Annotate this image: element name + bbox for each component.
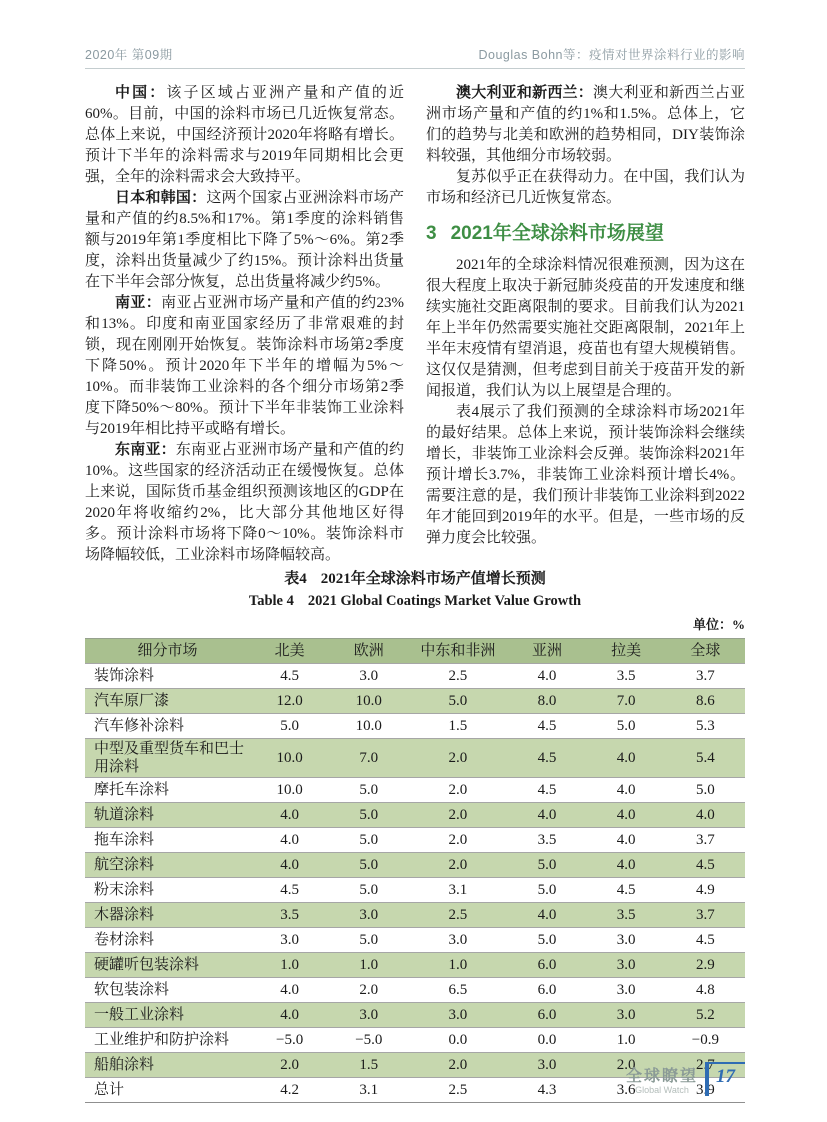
row-value: 4.0 bbox=[280, 982, 299, 998]
row-value: 5.0 bbox=[359, 932, 379, 948]
table-row bbox=[85, 978, 745, 1003]
row-value: 5.4 bbox=[696, 750, 715, 766]
paragraph-recovery: 复苏似乎正在获得动力。在中国，我们认为市场和经济已几近恢复常态。 bbox=[426, 169, 745, 206]
row-value: 4.5 bbox=[280, 882, 299, 898]
row-value: 3.1 bbox=[359, 1082, 379, 1098]
issue-label: 2020年 第09期 bbox=[85, 48, 173, 62]
row-value: 3.0 bbox=[280, 932, 299, 948]
table-head bbox=[85, 639, 745, 664]
row-label: 工业维护和防护涂料 bbox=[94, 1032, 230, 1048]
row-value: 2.5 bbox=[448, 1082, 468, 1098]
paragraph-lead: 东南亚： bbox=[115, 442, 176, 458]
row-label: 卷材涂料 bbox=[94, 932, 155, 948]
row-value: 1.0 bbox=[616, 1032, 636, 1048]
row-value: 10.0 bbox=[276, 750, 303, 766]
row-value: 2.7 bbox=[696, 1057, 715, 1073]
row-value: 3.0 bbox=[359, 907, 379, 923]
row-value: 5.0 bbox=[359, 882, 379, 898]
row-value: 4.5 bbox=[696, 857, 715, 873]
brand-name-en: Global Watch bbox=[635, 1085, 689, 1095]
row-value: 5.3 bbox=[696, 718, 715, 734]
header-cell-segment: 细分市场 bbox=[137, 643, 198, 659]
row-label: 轨道涂料 bbox=[94, 807, 155, 823]
row-value: 4.0 bbox=[616, 750, 636, 766]
row-value: 4.0 bbox=[616, 807, 636, 823]
row-value: 3.6 bbox=[616, 1082, 636, 1098]
row-label: 装饰涂料 bbox=[94, 668, 155, 684]
row-value: 10.0 bbox=[355, 693, 382, 709]
article-body bbox=[85, 83, 745, 566]
row-value: 7.0 bbox=[359, 750, 379, 766]
row-label: 木器涂料 bbox=[94, 907, 155, 923]
table-number-en: Table 4 bbox=[248, 593, 294, 609]
row-value: 6.0 bbox=[537, 957, 557, 973]
paragraph-southeast-asia: 东南亚：东南亚占亚洲市场产量和产值的约10%。这些国家的经济活动正在缓慢恢复。总体上来说，国际货币基金组织预测该地区的GDP在2020年将收缩约2%，比大部分其他地区好得多。预计涂料市场将下降0～10%。装饰涂料市场降幅较低，工业涂料市场降幅较高。 bbox=[85, 442, 404, 563]
row-label: 航空涂料 bbox=[94, 857, 155, 873]
row-value: 3.5 bbox=[280, 907, 299, 923]
row-value: 5.0 bbox=[359, 857, 379, 873]
row-value: 3.0 bbox=[359, 668, 379, 684]
table-row bbox=[85, 903, 745, 928]
row-value: 3.1 bbox=[448, 882, 468, 898]
row-value: 5.0 bbox=[359, 807, 379, 823]
table-row bbox=[85, 828, 745, 853]
right-column bbox=[426, 83, 745, 566]
row-value: 1.5 bbox=[448, 718, 468, 734]
row-value: 5.0 bbox=[696, 782, 715, 798]
row-value: 4.5 bbox=[616, 882, 636, 898]
paragraph-lead: 澳大利亚和新西兰： bbox=[456, 85, 593, 101]
row-value: 4.5 bbox=[280, 668, 299, 684]
row-value: 10.0 bbox=[276, 782, 303, 798]
row-value: 3.5 bbox=[616, 668, 636, 684]
table-row bbox=[85, 778, 745, 803]
paragraph-south-asia: 南亚：南亚占亚洲市场产量和产值的约23%和13%。印度和南亚国家经历了非常艰难的封锁，现在刚刚开始恢复。装饰涂料市场第2季度下降50%。预计2020年下半年的增幅为5%～10%。而非装饰工业涂料的各个细分市场第2季度下降50%～80%。预计下半年非装饰工业涂料与2019年相比持平或略有增长。 bbox=[85, 295, 404, 437]
row-value: 7.0 bbox=[616, 693, 636, 709]
row-value: 4.0 bbox=[537, 907, 557, 923]
row-value: 4.0 bbox=[616, 782, 636, 798]
row-value: 3.0 bbox=[616, 932, 636, 948]
row-value: 4.0 bbox=[616, 832, 636, 848]
row-value: 0.0 bbox=[537, 1032, 557, 1048]
row-value: 8.6 bbox=[696, 693, 715, 709]
row-value: 2.0 bbox=[448, 807, 468, 823]
row-label: 一般工业涂料 bbox=[94, 1007, 185, 1023]
row-value: 6.5 bbox=[448, 982, 468, 998]
page-number: 17 bbox=[716, 1066, 735, 1087]
table-header-row bbox=[85, 639, 745, 664]
table-row bbox=[85, 739, 745, 778]
row-value: 2.0 bbox=[448, 1057, 468, 1073]
row-value: 4.8 bbox=[696, 982, 715, 998]
row-value: −5.0 bbox=[276, 1032, 304, 1048]
row-value: 5.0 bbox=[537, 882, 557, 898]
journal-brand bbox=[626, 1062, 698, 1096]
paragraph-table4-summary: 表4展示了我们预测的全球涂料市场2021年的最好结果。总体上来说，预计装饰涂料会继续增长，非装饰工业涂料会反弹。装饰涂料2021年预计增长3.7%，非装饰工业涂料预计增长4%。需要注意的是，我们预计非装饰工业涂料到2022年才能回到2019年的水平。但是，一些市场的反弹力度会比较强。 bbox=[426, 404, 745, 546]
row-value: −0.9 bbox=[691, 1032, 719, 1048]
row-value: 3.0 bbox=[616, 1007, 636, 1023]
table-row bbox=[85, 664, 745, 689]
row-value: 3.0 bbox=[359, 1007, 379, 1023]
row-value: 4.0 bbox=[280, 807, 299, 823]
row-value: 1.5 bbox=[359, 1057, 379, 1073]
table-row bbox=[85, 853, 745, 878]
row-value: 3.7 bbox=[696, 832, 715, 848]
table-body bbox=[85, 664, 745, 1103]
row-value: 4.0 bbox=[537, 668, 557, 684]
row-value: 5.0 bbox=[280, 718, 299, 734]
row-value: 4.0 bbox=[280, 832, 299, 848]
row-value: 2.0 bbox=[448, 857, 468, 873]
row-value: 6.0 bbox=[537, 1007, 557, 1023]
row-value: 6.0 bbox=[537, 982, 557, 998]
row-value: 4.9 bbox=[696, 882, 715, 898]
row-label: 中型及重型货车和巴士用涂料 bbox=[94, 741, 245, 775]
table-row bbox=[85, 878, 745, 903]
row-value: 4.0 bbox=[537, 807, 557, 823]
paragraph-2021-outlook: 2021年的全球涂料情况很难预测，因为这在很大程度上取决于新冠肺炎疫苗的开发速度和继续实施社交距离限制的要求。目前我们认为2021年上半年仍然需要实施社交距离限制，2021年上半年末疫情有望消退，疫苗也有望大规模销售。这仅仅是猜测，但考虑到目前关于疫苗开发的新闻报道，我们认为以上展望是合理的。 bbox=[426, 257, 745, 399]
row-label: 摩托车涂料 bbox=[94, 782, 170, 798]
row-value: 3.0 bbox=[537, 1057, 557, 1073]
row-value: 2.0 bbox=[616, 1057, 636, 1073]
row-label: 拖车涂料 bbox=[94, 832, 155, 848]
row-value: 3.0 bbox=[448, 1007, 468, 1023]
article-title-header: Douglas Bohn等：疫情对世界涂料行业的影响 bbox=[478, 48, 745, 62]
row-label: 汽车修补涂料 bbox=[94, 718, 185, 734]
page-footer bbox=[626, 1062, 745, 1096]
header-cell-asia: 亚洲 bbox=[531, 643, 562, 659]
header-cell-mea: 中东和非洲 bbox=[420, 643, 496, 659]
row-value: 4.5 bbox=[537, 750, 557, 766]
row-value: 4.2 bbox=[280, 1082, 299, 1098]
table-row bbox=[85, 953, 745, 978]
row-label: 软包装涂料 bbox=[94, 982, 170, 998]
row-value: 4.5 bbox=[537, 782, 557, 798]
row-label: 硬罐听包装涂料 bbox=[94, 957, 200, 973]
header-cell-latam: 拉美 bbox=[611, 643, 642, 659]
row-value: 3.0 bbox=[616, 982, 636, 998]
paragraph-china: 中国：该子区域占亚洲产量和产值的近60%。目前，中国的涂料市场已几近恢复常态。总体上来说，中国经济预计2020年将略有增长。预计下半年的涂料需求与2019年同期相比会更强，全年的涂料需求会大致持平。 bbox=[85, 85, 404, 185]
table-row bbox=[85, 928, 745, 953]
row-value: 12.0 bbox=[276, 693, 303, 709]
table-unit-label: 单位：% bbox=[692, 617, 745, 632]
row-value: −5.0 bbox=[355, 1032, 383, 1048]
paragraph-australia-nz: 澳大利亚和新西兰：澳大利亚和新西兰占亚洲市场产量和产值的约1%和1.5%。总体上，它们的趋势与北美和欧洲的趋势相同，DIY装饰涂料较强，其他细分市场较弱。 bbox=[426, 85, 745, 164]
row-value: 4.0 bbox=[696, 807, 715, 823]
header-divider bbox=[85, 68, 745, 69]
row-value: 4.5 bbox=[537, 718, 557, 734]
row-value: 4.5 bbox=[696, 932, 715, 948]
row-value: 3.7 bbox=[696, 907, 715, 923]
table-title-en: Table 4 2021 Global Coatings Market Value Growth bbox=[248, 593, 582, 609]
row-value: 3.7 bbox=[696, 668, 715, 684]
row-label: 总计 bbox=[94, 1082, 125, 1098]
row-value: 3.9 bbox=[696, 1082, 715, 1098]
row-value: 2.5 bbox=[448, 668, 468, 684]
row-value: 5.0 bbox=[359, 832, 379, 848]
row-value: 5.0 bbox=[359, 782, 379, 798]
row-value: 5.0 bbox=[537, 932, 557, 948]
table-title-cn: 表4 2021年全球涂料市场产值增长预测 bbox=[284, 571, 546, 587]
paragraph-japan-korea: 日本和韩国：这两个国家占亚洲涂料市场产量和产值的约8.5%和17%。第1季度的涂料销售额与2019年第1季度相比下降了5%～6%。第2季度，涂料出货量减少了约15%。预计涂料出货量在下半年会部分恢复，总出货量将减少约5%。 bbox=[85, 190, 404, 290]
table-row bbox=[85, 803, 745, 828]
header-cell-europe: 欧洲 bbox=[353, 643, 384, 659]
row-value: 1.0 bbox=[448, 957, 468, 973]
row-value: 2.9 bbox=[696, 957, 715, 973]
row-value: 4.0 bbox=[616, 857, 636, 873]
row-value: 2.0 bbox=[280, 1057, 299, 1073]
row-value: 2.0 bbox=[359, 982, 379, 998]
page-number-mark bbox=[705, 1062, 745, 1096]
header-cell-north-america: 北美 bbox=[274, 643, 305, 659]
paragraph-lead: 日本和韩国： bbox=[115, 190, 207, 206]
left-column bbox=[85, 83, 404, 566]
row-value: 2.0 bbox=[448, 782, 468, 798]
brand-name-cn: 全球瞭望 bbox=[625, 1068, 698, 1085]
row-value: 5.0 bbox=[616, 718, 636, 734]
row-value: 8.0 bbox=[537, 693, 557, 709]
row-value: 3.5 bbox=[537, 832, 557, 848]
row-value: 3.0 bbox=[448, 932, 468, 948]
table-row bbox=[85, 714, 745, 739]
header-cell-global: 全球 bbox=[690, 643, 721, 659]
row-value: 10.0 bbox=[355, 718, 382, 734]
section-title: 2021年全球涂料市场展望 bbox=[450, 223, 664, 244]
row-value: 4.0 bbox=[280, 1007, 299, 1023]
row-value: 3.5 bbox=[616, 907, 636, 923]
running-head bbox=[85, 45, 745, 63]
paragraph-lead: 南亚： bbox=[115, 295, 162, 311]
market-growth-table bbox=[85, 638, 745, 1103]
row-value: 2.5 bbox=[448, 907, 468, 923]
row-value: 5.0 bbox=[537, 857, 557, 873]
paragraph-lead: 中国： bbox=[115, 85, 167, 101]
row-value: 3.0 bbox=[616, 957, 636, 973]
row-value: 4.3 bbox=[537, 1082, 557, 1098]
row-value: 0.0 bbox=[448, 1032, 468, 1048]
row-label: 船舶涂料 bbox=[94, 1057, 155, 1073]
row-value: 5.0 bbox=[448, 693, 468, 709]
row-value: 4.0 bbox=[280, 857, 299, 873]
row-value: 1.0 bbox=[359, 957, 379, 973]
table-row bbox=[85, 1028, 745, 1053]
row-value: 2.0 bbox=[448, 750, 468, 766]
table-row bbox=[85, 689, 745, 714]
row-label: 粉末涂料 bbox=[94, 882, 155, 898]
row-label: 汽车原厂漆 bbox=[94, 693, 170, 709]
table4-block bbox=[85, 570, 745, 1103]
table-number-cn: 表4 bbox=[284, 571, 307, 587]
section-heading bbox=[426, 222, 745, 246]
section-number: 3 bbox=[426, 223, 437, 244]
table-row bbox=[85, 1003, 745, 1028]
row-value: 1.0 bbox=[280, 957, 299, 973]
row-value: 2.0 bbox=[448, 832, 468, 848]
row-value: 5.2 bbox=[696, 1007, 715, 1023]
